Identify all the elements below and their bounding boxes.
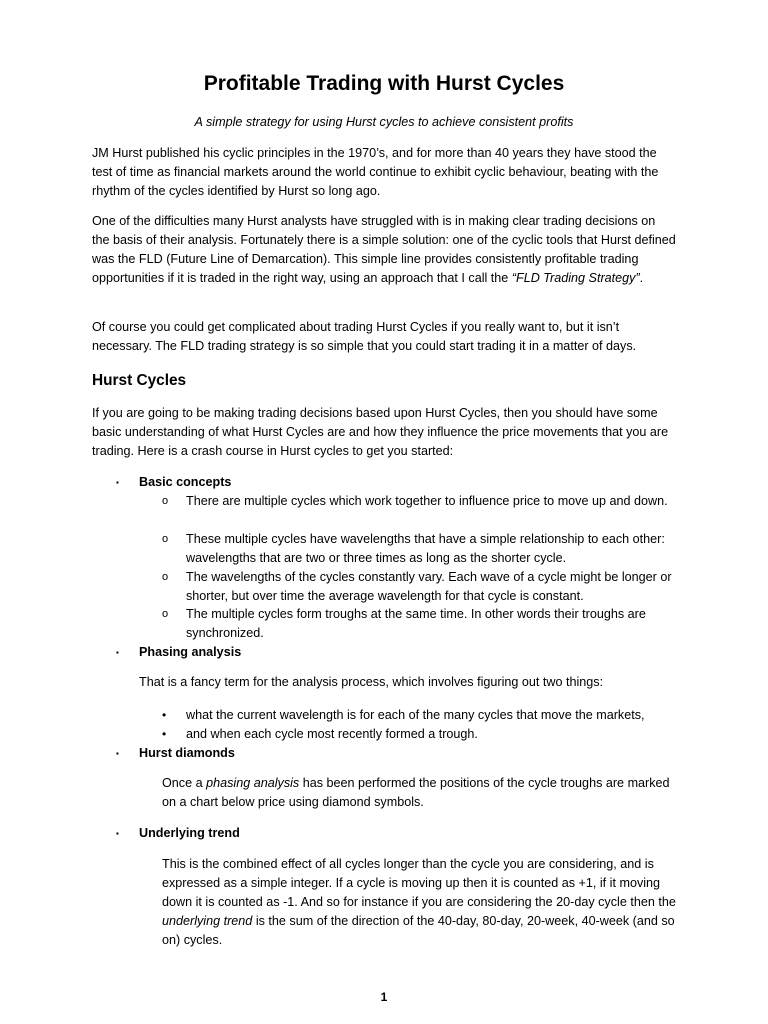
circle-bullet-icon: o	[162, 608, 169, 620]
trend-text-end: is the sum of the direction of the 40-day, 80-day, 20-week, 40-week (and so on) cycles.	[162, 914, 675, 947]
trend-description	[162, 855, 676, 950]
bullet-label: Phasing analysis	[139, 645, 242, 659]
intro-paragraph-2	[92, 212, 676, 288]
dot-bullet-icon: •	[162, 708, 167, 722]
square-bullet-icon: ▪	[116, 829, 119, 838]
section-heading: Hurst Cycles	[92, 372, 187, 389]
intro-paragraph-2-text: One of the difficulties many Hurst analysts have struggled with is in making clear trading decisions on the basis of their analysis. Fortunately there is a simple solution: one of the cyclic tools that Hurst defined was the FLD (Future Line of Demarcation). This simple line provides consistently profitable trading opportunities if it is traded in the right way, using an approach that I call the	[92, 214, 676, 285]
intro-paragraph-2-end: .	[639, 271, 644, 285]
fld-strategy-emphasis: “FLD Trading Strategy”	[511, 271, 640, 285]
underlying-trend-emphasis: underlying trend	[162, 914, 253, 928]
list-item-text: and when each cycle most recently formed a trough.	[186, 727, 478, 741]
list-item-text: There are multiple cycles which work together to influence price to move up and down.	[186, 494, 668, 508]
phasing-analysis-emphasis: phasing analysis	[206, 776, 300, 790]
section-intro-paragraph: If you are going to be making trading decisions based upon Hurst Cycles, then you should have some basic understanding of what Hurst Cycles are and how they influence the price movements that you are trading. Here is a crash course in Hurst cycles to get you started:	[92, 406, 669, 458]
circle-bullet-icon: o	[162, 571, 169, 583]
bullet-label: Hurst diamonds	[139, 746, 235, 760]
diamonds-description	[162, 774, 676, 812]
intro-paragraph-3: Of course you could get complicated about trading Hurst Cycles if you really want to, but it isn’t necessary. The FLD trading strategy is so simple that you could start trading it in a matter of days.	[92, 320, 637, 353]
diamonds-text-start: Once a	[162, 776, 207, 790]
circle-bullet-icon: o	[162, 495, 169, 507]
bullet-label: Basic concepts	[139, 475, 232, 489]
list-item-text: The multiple cycles form troughs at the same time. In other words their troughs are synchronized.	[186, 607, 646, 640]
list-item-text: These multiple cycles have wavelengths that have a simple relationship to each other: wavelengths that are two or three times as long as the shorter cycle.	[186, 532, 665, 565]
circle-bullet-icon: o	[162, 533, 169, 545]
diamonds-text-end: has been performed the positions of the cycle troughs are marked on a chart below price using diamond symbols.	[162, 776, 670, 809]
document-title: Profitable Trading with Hurst Cycles	[203, 72, 565, 95]
page-number: 1	[380, 990, 388, 1004]
list-item-text: The wavelengths of the cycles constantly vary. Each wave of a cycle might be longer or shorter, but over time the average wavelength for that cycle is constant.	[186, 570, 672, 603]
trend-text-start: This is the combined effect of all cycles longer than the cycle you are considering, and is expressed as a simple integer. If a cycle is moving up then it is counted as +1, if it moving down it is counted as -1. And so for instance if you are considering the 20-day cycle then the	[162, 857, 676, 909]
document-subtitle: A simple strategy for using Hurst cycles to achieve consistent profits	[194, 115, 574, 129]
list-item-text: what the current wavelength is for each of the many cycles that move the markets,	[186, 708, 645, 722]
bullet-label: Underlying trend	[139, 826, 240, 840]
square-bullet-icon: ▪	[116, 749, 119, 758]
intro-paragraph-1: JM Hurst published his cyclic principles in the 1970’s, and for more than 40 years they have stood the test of time as financial markets around the world continue to exhibit cyclic behaviour, beating with the rhythm of the cycles identified by Hurst so long ago.	[92, 146, 659, 198]
square-bullet-icon: ▪	[116, 478, 119, 487]
square-bullet-icon: ▪	[116, 648, 119, 657]
dot-bullet-icon: •	[162, 727, 167, 741]
phasing-description: That is a fancy term for the analysis process, which involves figuring out two things:	[139, 675, 604, 689]
